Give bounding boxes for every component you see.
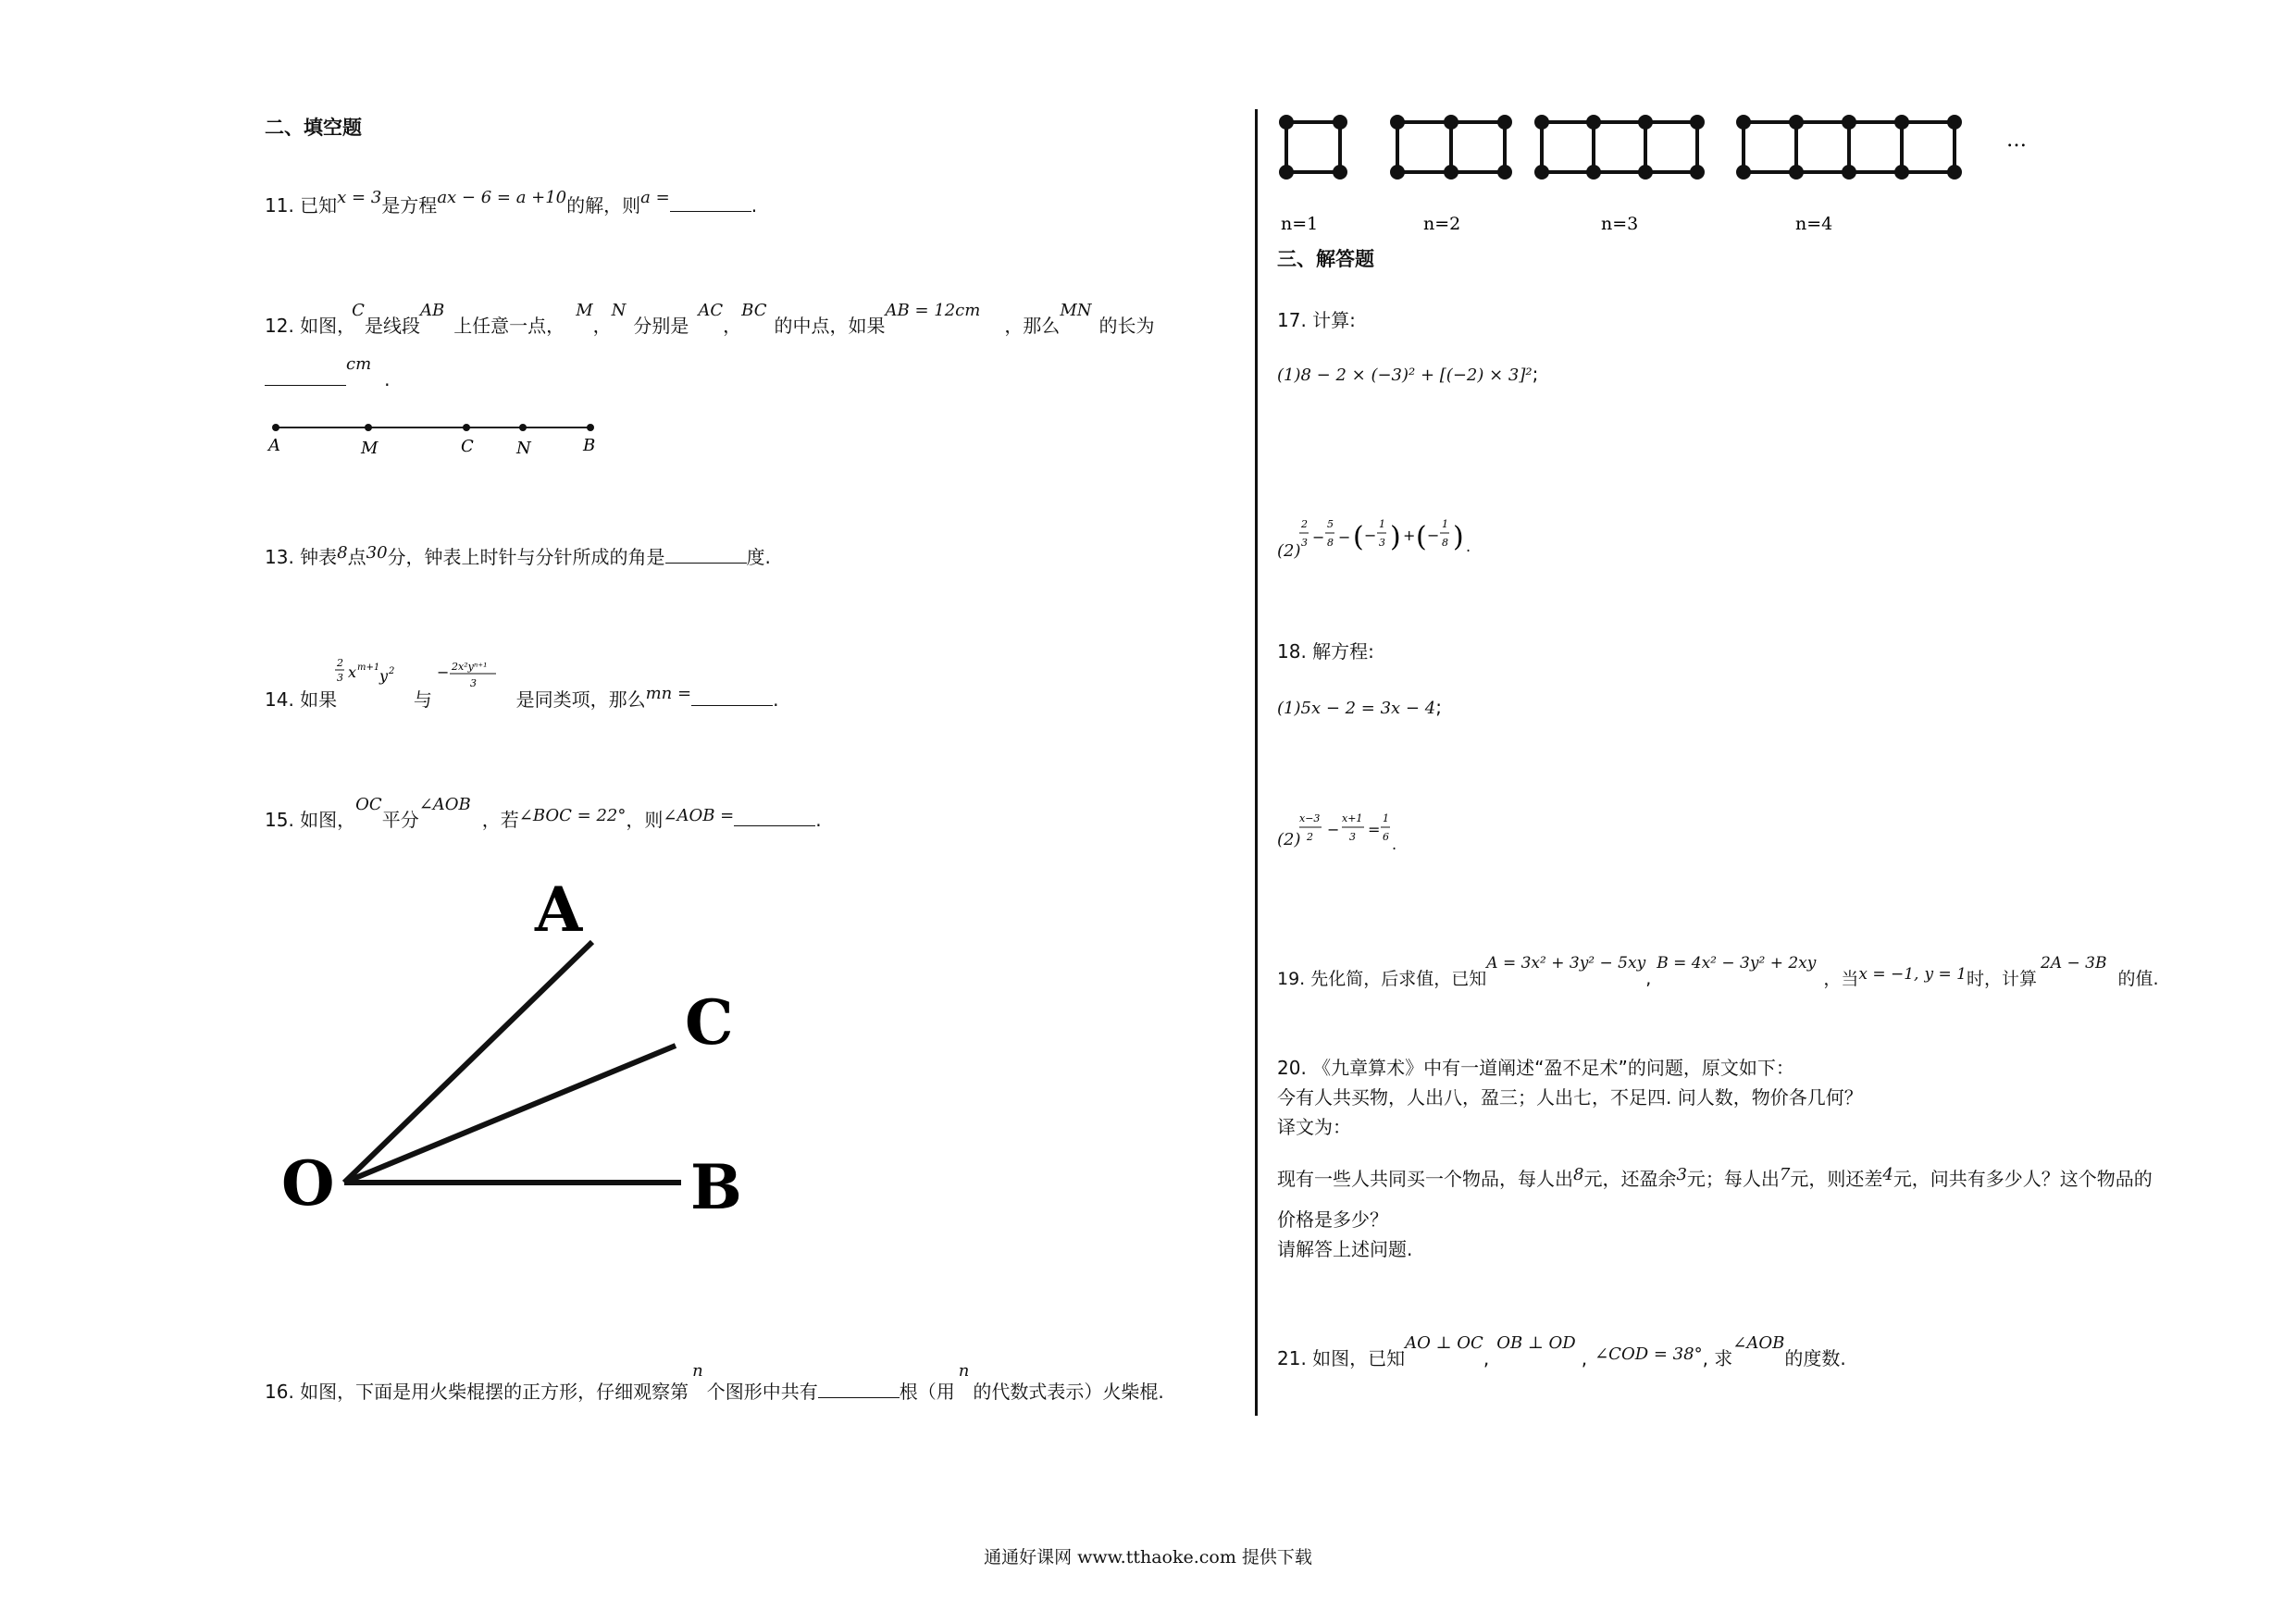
q14-term1: x [348,663,357,681]
q20-text: 元；每人出 [1686,1168,1780,1190]
q18-part2-end: . [1392,836,1397,853]
q16-num: 16. [265,1381,294,1403]
q14-frac2-den: 3 [470,677,477,689]
q12-text: 如图， [300,315,356,337]
ray-oa [344,942,592,1183]
q16-text: 根（用 [899,1381,955,1403]
q13-num: 13. [265,546,294,568]
q14-text: 是同类项，那么 [515,688,646,711]
q16-answer-blank [818,1381,900,1398]
q12-comma: ， [592,315,612,337]
q15-text: ，则 [626,809,664,831]
q11-math-a: a = [640,188,670,207]
frac-num: 2 [1301,518,1308,530]
q20-math-4: 4 [1882,1165,1893,1184]
q12-text: ，那么 [1004,315,1061,337]
q17-part1-expr: (1)8 − 2 × (−3)² + [(−2) × 3]² [1277,365,1533,385]
point-b [587,424,594,431]
q12-comma: ， [723,315,742,337]
q21-math-aob: ∠AOB [1732,1333,1785,1353]
q16-text: 如图，下面是用火柴棍摆的正方形，仔细观察第 [300,1381,689,1403]
q11-answer-blank [670,194,751,212]
q13-text: 点 [347,546,366,568]
q19-comma: , [1645,969,1652,989]
question-13 [265,543,771,570]
label-b: B [583,436,596,455]
label-o: O [281,1147,335,1220]
q15-text: 如图， [300,809,356,831]
q18-part2 [1277,827,1301,851]
q17-part2-expression [1299,511,1503,566]
q12-condition: AB = 12cm [885,301,981,320]
q21-comma: , [1483,1347,1490,1369]
q20-line4 [1277,1165,2153,1192]
label-n4: n=4 [1795,214,1833,234]
q13-text: 钟表 [300,546,338,568]
q15-period: . [815,809,822,831]
question-12 [265,301,1155,339]
q14-answer-blank [691,688,773,706]
q18-part2-expression [1299,807,1420,862]
q21-condition: ∠COD = 38° [1595,1344,1703,1364]
q17-part1-end: ; [1532,363,1539,385]
q11-equation: ax − 6 = a +10 [437,188,567,207]
label-n3: n=3 [1601,214,1639,234]
q14-term1-y-sup: 2 [389,666,395,676]
q13-math-8: 8 [337,543,348,563]
q12-text: 分别是 [633,315,689,337]
q14-period: . [773,688,779,711]
q18-part2-label: (2) [1277,830,1301,849]
q11-text: 已知 [300,194,338,217]
question-19 [1277,954,2159,991]
q11-num: 11. [265,194,294,217]
footer-source: 通通好课网 www.tthaoke.com 提供下载 [984,1547,1312,1567]
q14-frac2-num: 2x²yⁿ⁺¹ [452,661,488,673]
q20-line5: 价格是多少？ [1277,1208,1388,1231]
q17-part2-label: (2) [1277,541,1301,561]
paren-open: ( [1416,521,1427,553]
q20-math-3: 3 [1676,1165,1687,1184]
frac-den: 8 [1327,537,1334,549]
q20-text: 元，问共有多少人？这个物品的 [1893,1168,2153,1190]
frac-den: 8 [1442,537,1448,549]
column-divider [1255,109,1258,1416]
q14-term1-y: y [379,667,389,685]
equals-sign: = [1368,821,1381,838]
q12-math-mn: MN [1060,301,1092,320]
q21-text: , 求 [1702,1347,1733,1369]
q13-math-30: 30 [366,543,388,563]
point-c [463,424,470,431]
q20-line6: 请解答上述问题. [1277,1238,1413,1260]
minus-sign: − [1327,821,1340,838]
q21-math-ob-od: OB ⊥ OD [1496,1333,1576,1353]
frac-den: 6 [1383,831,1389,843]
q15-condition: ∠BOC = 22° [518,806,627,825]
point-a [272,424,279,431]
q11-period: . [751,194,758,217]
frac-num: x+1 [1342,812,1363,824]
q14-minus: − [437,663,450,681]
q18-part1-expr: (1)5x − 2 = 3x − 4 [1277,699,1436,718]
matchstick-figure-n3 [1536,117,1703,178]
q20-text: 元，还盈余 [1583,1168,1677,1190]
minus-sign: − [1427,527,1440,544]
q18-title: 18. 解方程: [1277,640,1374,663]
q19-expr-2a-3b: 2A − 3B [2041,954,2107,973]
q20-text: 元，则还差 [1790,1168,1883,1190]
frac-den: 3 [1301,537,1308,549]
label-m: M [361,439,379,458]
q12-text: 是线段 [364,315,420,337]
q19-value-x: x = −1, [1858,965,1919,984]
q19-text: ，当 [1823,969,1859,989]
q12-math-ac: AC [698,301,724,320]
minus-sign: − [1338,528,1351,546]
question-11 [265,188,758,218]
question-15 [265,795,822,833]
q16-math-n: n [958,1361,970,1381]
q20-text: 现有一些人共同买一个物品，每人出 [1277,1168,1573,1190]
q17-part2-end: . [1466,538,1471,555]
minus-sign: − [1364,527,1377,544]
frac-num: 5 [1327,518,1334,530]
q12-math-c: C [352,301,365,320]
q12-num: 12. [265,315,294,337]
question-16 [265,1361,1164,1405]
q20-math-7: 7 [1779,1165,1791,1184]
frac-num: 1 [1379,518,1385,530]
q11-math-x: x = 3 [337,188,382,207]
label-b: B [690,1151,742,1223]
plus-sign: + [1403,527,1416,544]
point-n [519,424,527,431]
frac-den: 3 [1349,831,1356,843]
q17-part2 [1277,539,1301,563]
q12-math-n: N [611,301,627,320]
q15-angle-figure [278,868,777,1229]
matchstick-figure-n2 [1392,117,1510,178]
q20-line2: 今有人共买物，人出八，盈三；人出七，不足四. 问人数，物价各几何？ [1277,1086,1863,1109]
q14-expressions-figure [333,653,518,705]
q19-text: 时，计算 [1967,969,2038,989]
q15-math-aob-eq: ∠AOB = [663,806,735,825]
q15-math-oc: OC [355,795,382,814]
q19-expr-a: A = 3x² + 3y² − 5xy [1486,954,1646,973]
q14-math-mn: mn = [645,684,692,703]
q15-math-aob: ∠AOB [418,795,471,814]
q20-line3: 译文为： [1277,1116,1351,1138]
q18-part1-end: ; [1435,696,1442,718]
ray-oc [344,1046,676,1183]
q12-math-m: M [576,301,593,320]
section3-title: 三、解答题 [1277,248,1374,270]
q11-text: 是方程 [381,194,438,217]
frac-den: 2 [1307,831,1313,843]
label-c: C [461,437,474,456]
paren-close: ) [1453,521,1464,553]
label-a: A [268,436,280,455]
q14-term1-sup: m+1 [357,663,380,673]
q16-text: 个图形中共有 [706,1381,818,1403]
paren-open: ( [1353,521,1364,553]
q16-math-n: n [692,1361,703,1381]
q15-text: ，若 [481,809,519,831]
q19-value-y: y = 1 [1924,965,1967,984]
label-c: C [685,986,734,1059]
q21-comma: , [1581,1347,1588,1369]
label-n2: n=2 [1423,214,1461,234]
minus-sign: − [1312,528,1325,546]
point-m [365,424,372,431]
label-n: N [516,439,531,458]
frac-num: x−3 [1299,812,1321,824]
q11-text: 的解，则 [566,194,641,217]
q12-unit: cm [346,354,372,374]
q19-num: 19. [1277,969,1306,989]
label-a: A [535,873,583,946]
q21-text: 如图，已知 [1312,1347,1406,1369]
q21-text: 的度数. [1784,1347,1846,1369]
q12-answer-blank [265,368,346,386]
q17-title: 17. 计算: [1277,309,1356,331]
q16-text: 的代数式表示）火柴棍. [973,1381,1164,1403]
q15-answer-blank [734,809,815,826]
q21-math-ao-oc: AO ⊥ OC [1405,1333,1483,1353]
q12-math-ab: AB [419,301,445,320]
q19-text: 的值. [2117,969,2159,989]
matchstick-figures [1273,109,2051,239]
matchstick-ellipsis: … [2006,129,2027,152]
q13-answer-blank [665,546,747,564]
q13-text: 分，钟表上时针与分针所成的角是 [387,546,665,568]
matchstick-figure-n4 [1738,117,1960,178]
q12-period: . [384,368,391,390]
q15-text: 平分 [381,809,419,831]
q20-math-8: 8 [1573,1165,1584,1184]
q20-line1: 20. 《九章算术》中有一道阐述“盈不足术”的问题，原文如下： [1277,1057,1794,1079]
q15-num: 15. [265,809,294,831]
paren-close: ) [1390,521,1401,553]
frac-num: 1 [1383,812,1389,824]
frac-den: 3 [1379,537,1385,549]
q14-frac-num: 2 [337,657,343,669]
q12-text: 上任意一点， [453,315,565,337]
matchstick-figure-n1 [1281,117,1346,178]
q14-frac-den: 3 [337,672,343,684]
q19-expr-b: B = 4x² − 3y² + 2xy [1657,954,1817,973]
q13-text-end: 度. [746,546,771,568]
frac-num: 1 [1442,518,1448,530]
q14-text: 与 [413,688,432,711]
label-n1: n=1 [1281,214,1319,234]
q14-num: 14. [265,688,294,711]
q19-text: 先化简，后求值，已知 [1310,969,1487,989]
q12-text: 的中点，如果 [774,315,886,337]
q12-math-bc: BC [741,301,767,320]
q12-answer-line [265,354,391,392]
q12-segment-figure [259,415,611,461]
q14-text: 如果 [300,688,338,711]
q12-text: 的长为 [1098,315,1155,337]
q21-num: 21. [1277,1347,1307,1369]
section2-title: 二、填空题 [265,117,362,139]
q18-part1 [1277,696,1442,720]
q17-part1 [1277,363,1538,387]
question-21 [1277,1333,1846,1371]
